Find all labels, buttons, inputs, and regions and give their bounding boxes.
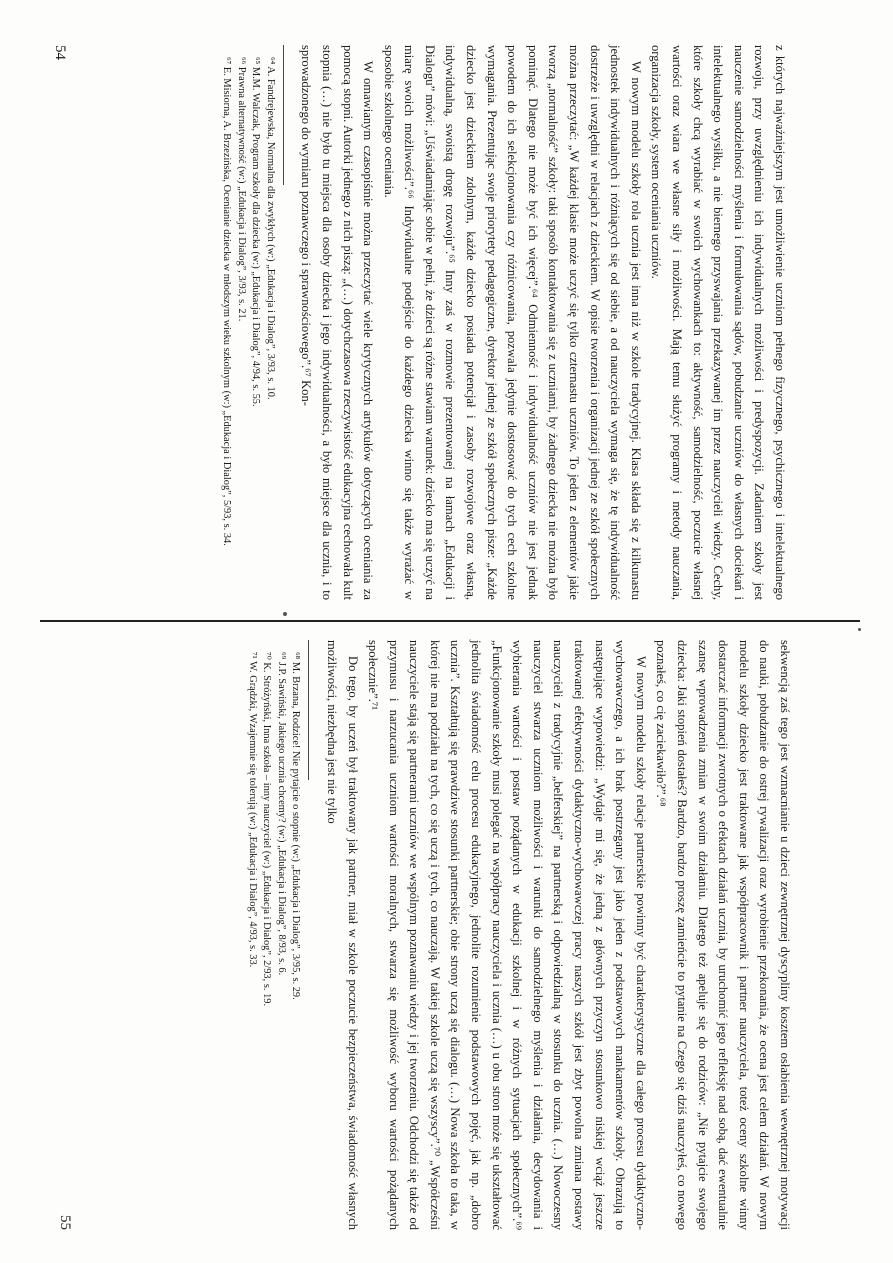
footnote: ⁷¹ W. Grądzki, Wzajemnie się tolerują (w:) „Edukacja i Dialog”, 4/93, s. 33.: [246, 652, 258, 968]
book-page-right: [57, 640, 795, 1230]
footnote: ⁶⁶ Prawna alternatywność (w:) „Edukacja i Dialog”, 3/93, s. 21.: [235, 57, 247, 322]
paragraph: W omawianym czasopiśmie można przeczytać wiele krytycznych artykułów dotyczących oceniania za pomocą stopni. Autorki jednego z nich piszą: „(…) dotychczasowa rzeczywistość edukacyjna cechowała kult stopnia (…) nie było tu miejsca dla osoby dziecka i jego indywidualności, a było miejsce dla ucznia, i to sprowadzonego do wymiaru poznawczego i sprawnościowego”.⁶⁷ Kon-: [299, 45, 376, 600]
page-number: 54: [52, 45, 68, 60]
footnote: ⁶⁴ A. Fandrejewska, Normalna dla zwykłych (w:) „Edukacja i Dialog”, 3/93, s. 10.: [264, 57, 276, 400]
footnote-separator: [283, 45, 284, 185]
footnotes: [244, 640, 302, 1230]
footnote-separator: [308, 640, 309, 780]
paragraph: W nowym modelu szkoły relacje partnerskie powinny być charakterystyczne dla całego procesu dydaktyczno-wychowawczego, a ich brak postrzegany jest jako jeden z podstawowych mankamentów szkoły. Obrazują to następujące wypowiedzi: „Wydaje mi się, że jedną z głównych przyczyn stosunkowo niskiej wciąż jeszcze traktowanej efektywności dydaktyczno-wychowawczej pracy naszych szkół jest zbyt powolna zmiana postawy nauczycieli z tradycyjnie „belferskiej” na partnerską i odpowiedzialną w stosunku do ucznia. (…) Nowoczesny nauczyciel stwarza uczniom możliwości i warunki do samodzielnego myślenia i działania, decydowania i wybierania wartości i postaw pożądanych w edukacji szkolnej i w różnych sytuacjach społecznych”.⁶⁹ „Funkcjonowanie szkoły musi polegać na współpracy nauczyciela i ucznia (…) u obu stron może się ukształtować jednolita świadomość celu procesu edukacyjnego, jednolite rozumienie podstawowych pojęć, jak np. „dobro ucznia”. Kształtują się prawdziwe stosunki partnerskie; obie strony uczą się dialogu. (…) Nowa szkoła to taka, w której nie ma podziału na tych, co się uczą i tych, co nauczają. W takiej szkole uczą się wszyscy”.⁷⁰ „Współcześni nauczyciele stają się partnerami uczniów we wspólnym poznawaniu wiedzy i jej tworzeniu. Odchodzi się także od przymusu i narzucania uczniom wartości moralnych, stwarza się możliwość wyboru wartości pożądanych społecznie”.⁷¹: [366, 640, 648, 1230]
footnotes: [218, 45, 276, 600]
footnote: ⁶⁷ E. Misiorna, A. Brzezińska, Ocenianie dziecka w młodszym wieku szkolnym (w:) „Edukacja i Dialog”, 5/93, s. 34.: [220, 57, 232, 546]
page-body: [321, 640, 795, 1230]
paragraph: sekwencją zaś tego jest wzmacnianie u dzieci zewnętrznej dyscypliny kosztem osłabienia wewnętrznej motywacji do nauki, pobudzanie do ostrej rywalizacji oraz wyrobienie przekonania, że ocena jest celem działań. W nowym modelu szkoły dziecko jest traktowane jak współpracownik i partner nauczyciela, toteż oceny szkolne winny dostarczać informacji zwrotnych o efektach działań ucznia, by uruchomić jego refleksję nad sobą, dać ewentualnie szansę wprowadzenia zmian w swoim działaniu. Dlatego też apeluje się do rodziców: „Nie pytajcie swojego dziecka: Jaki stopień dostałeś? Bardzo, bardzo proszę zamieńcie to pytanie na Czego się dziś nauczyłeś, co nowego poznałeś, co cię zaciekawiło?”.⁶⁸: [654, 640, 792, 1230]
page-number: 55: [57, 1215, 73, 1230]
footnote: ⁶⁸ M. Brzana, Rodzice! Nie pytajcie o stopnie (w:) „Edukacja i Dialog”, 3/95, s. 29.: [290, 652, 302, 1000]
paragraph: W nowym modelu szkoły rola ucznia jest inna niż w szkole tradycyjnej. Klasa składa się z kilkunastu jednostek indywidualnych i różniących się od siebie, a od nauczyciela wymaga się, że tę indywidualność dostrzeże i uwzględni w relacjach z dzieckiem. W opisie tworzenia i organizacji jednej ze szkół społecznych można przeczytać: „W każdej klasie może uczyć się tylko czternastu uczniów. To jeden z elementów jakie tworzą „normalność” szkoły: taki sposób kontaktowania się z uczniami, by żadnego dziecka nie można było pominąć. Dlatego nie może być ich więcej”.⁶⁴ Odmienność i indywidualność uczniów nie jest jednak powodem do ich selekcjonowania czy różnicowania, pozwala jedynie dostosować do tych cech szkolne wymagania. Prezentując swoje priorytety pedagogiczne, dyrektor jednej ze szkół społecznych pisze: „Każde dziecko jest dzieckiem zdolnym, każde dziecko posiada potencjał i zasoby rozwojowe oraz własną, indywidualną, swoistą drogę rozwoju”.⁶⁵ Inny zaś w rozmowie prezentowanej na łamach „Edukacji i Dialogu” mówi: „Uświadamiając sobie w pełni, że dzieci są różne stawiam warunek: dziecko ma się uczyć na miarę swoich możliwości”.⁶⁶ Indywidualne podejście do każdego dziecka winno się także wyrażać w sposobie szkolnego oceniania.: [381, 45, 643, 600]
scan-speck: [283, 612, 287, 616]
paragraph: Do tego, by uczeń był traktowany jak partner, miał w szkole poczucie bezpieczeństwa, świadomość własnych możliwości, niezbędna jest nie tylko: [324, 640, 360, 1230]
footnote: ⁶⁹ J.P. Sawiński, Jakiego ucznia chcemy? (w:) „Edukacja i Dialog”, 8/93, s. 6.: [275, 652, 287, 976]
footnote: ⁷⁰ K. Stróżyński, Inna szkoła – inny nauczyciel (w:) „Edukacja i Dialog”, 2/93, s. 19.: [261, 652, 273, 1007]
scan-speck: [858, 628, 861, 631]
page-body: [296, 45, 790, 600]
footnote: ⁶⁵ M.M. Walczak, Program szkoły dla dziecka (w:) „Edukacja i Dialog”, 4/94, s. 55.: [250, 57, 262, 407]
page-gutter-line: [40, 620, 860, 622]
paragraph: z których najważniejszym jest umożliwienie uczniom pełnego fizycznego, psychicznego i intelektualnego rozwoju, przy uwzględnieniu ich indywidualnych możliwości i predyspozycji. Zadaniem szkoły jest nauczenie samodzielności myślenia i formułowania sądów, pobudzanie uczniów do własnych dociekań i intelektualnego wysiłku, a nie biernego przyswajania przekazywanej im przez nauczycieli wiedzy. Cechy, które szkoły chcą wyrabiać w swoich wychowankach to: aktywność, samodzielność, poczucie własnej wartości oraz wiara we własne siły i możliwości. Mają temu służyć programy i metody nauczania, organizacja szkoły, system oceniania uczniów.: [649, 45, 787, 600]
book-page-left: [52, 45, 790, 600]
